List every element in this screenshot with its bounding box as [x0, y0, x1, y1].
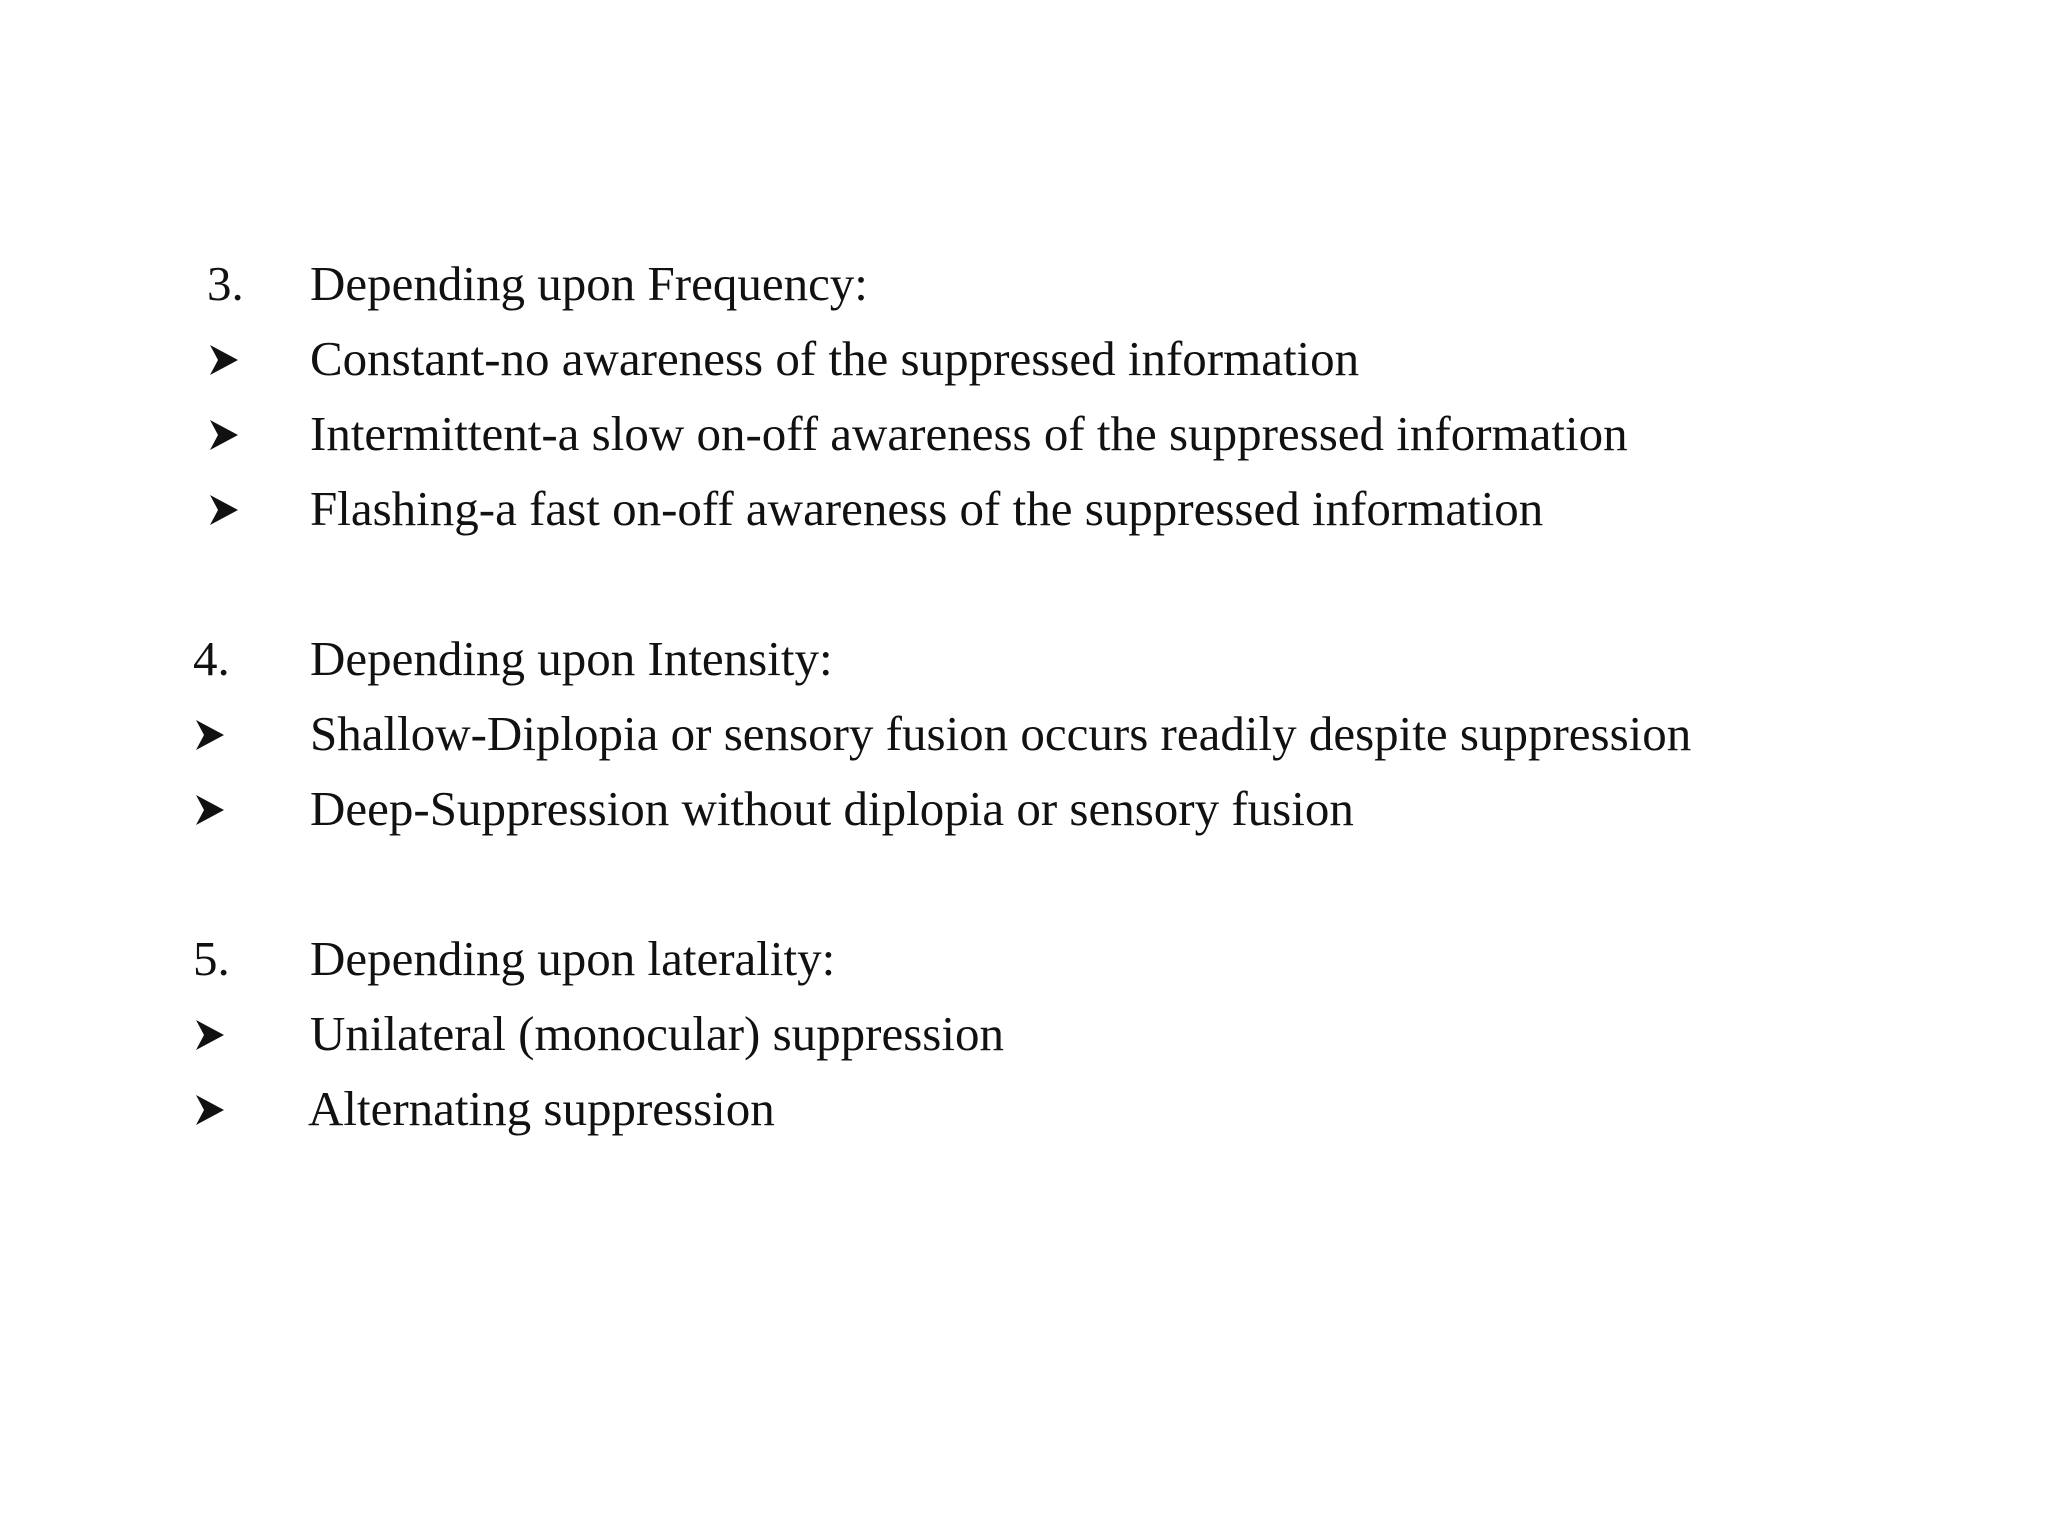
section-heading: Depending upon Frequency:	[310, 256, 868, 311]
arrowhead-bullet-icon	[210, 329, 238, 389]
section-heading: Depending upon laterality:	[310, 931, 836, 986]
section-number: 3.	[207, 256, 244, 311]
list-item-text: Shallow-Diplopia or sensory fusion occurs readily despite suppression	[310, 706, 1692, 761]
arrowhead-bullet-icon	[210, 404, 238, 464]
list-item-text: Constant-no awareness of the suppressed information	[310, 331, 1360, 386]
arrowhead-bullet-icon	[210, 479, 238, 539]
section-number: 4.	[193, 631, 230, 686]
arrowhead-bullet-icon	[196, 779, 224, 839]
arrowhead-bullet-icon	[196, 1079, 224, 1139]
arrowhead-bullet-icon	[196, 704, 224, 764]
list-item-text: Unilateral (monocular) suppression	[310, 1006, 1004, 1061]
arrowhead-bullet-icon	[196, 1004, 224, 1064]
list-item-text: Flashing-a fast on-off awareness of the suppressed information	[310, 481, 1544, 536]
section-number: 5.	[193, 931, 230, 986]
section-heading: Depending upon Intensity:	[310, 631, 833, 686]
list-item-text: Deep-Suppression without diplopia or sensory fusion	[310, 781, 1354, 836]
list-item-text: Alternating suppression	[308, 1081, 775, 1136]
list-item-text: Intermittent-a slow on-off awareness of the suppressed information	[310, 406, 1628, 461]
